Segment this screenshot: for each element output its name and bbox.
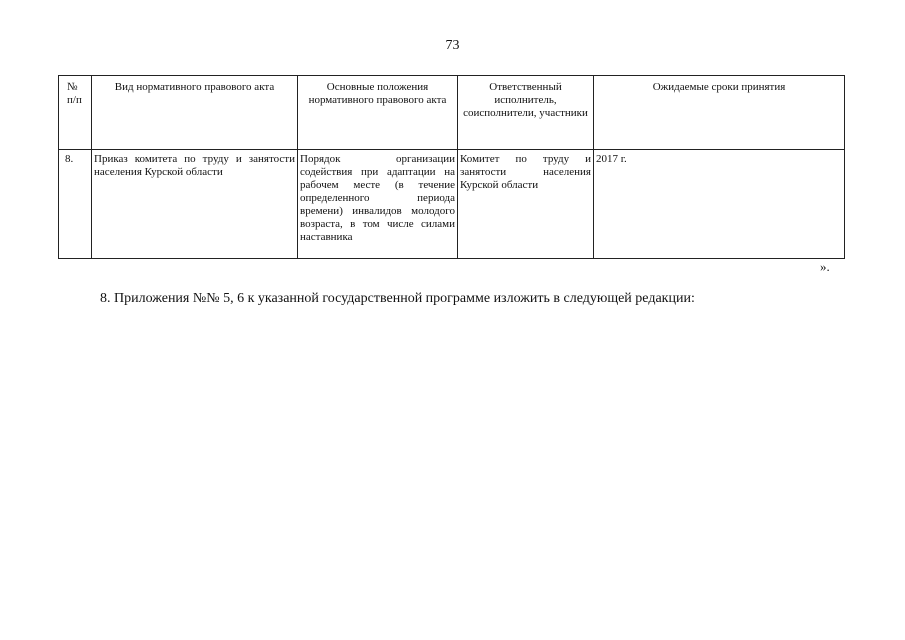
header-executor: Ответственный исполнитель, соисполнители, участники — [458, 76, 594, 150]
table-row — [59, 150, 845, 259]
row-act-type: Приказ комитета по труду и занятости населения Курской области — [92, 150, 298, 259]
page-number: 73 — [445, 38, 460, 53]
row-executor: Комитет по труду и занятости населения Курской области — [458, 150, 594, 259]
row-provisions: Порядок организации содействия при адаптации на рабочем месте (в течение определенного периода времени) инвалидов молодого возраста, в том числе силами наставника — [298, 150, 458, 259]
regulatory-acts-table — [58, 75, 845, 259]
header-num: № п/п — [59, 76, 92, 150]
row-deadline: 2017 г. — [594, 150, 845, 259]
header-provisions: Основные положения нормативного правового акта — [298, 76, 458, 150]
table-header-row — [59, 76, 845, 150]
header-deadline: Ожидаемые сроки принятия — [594, 76, 845, 150]
row-num: 8. — [59, 150, 92, 259]
closing-quote: ». — [820, 259, 830, 274]
header-act-type: Вид нормативного правового акта — [92, 76, 298, 150]
amendment-paragraph: 8. Приложения №№ 5, 6 к указанной государственной программе изложить в следующей редакции: — [100, 291, 695, 306]
